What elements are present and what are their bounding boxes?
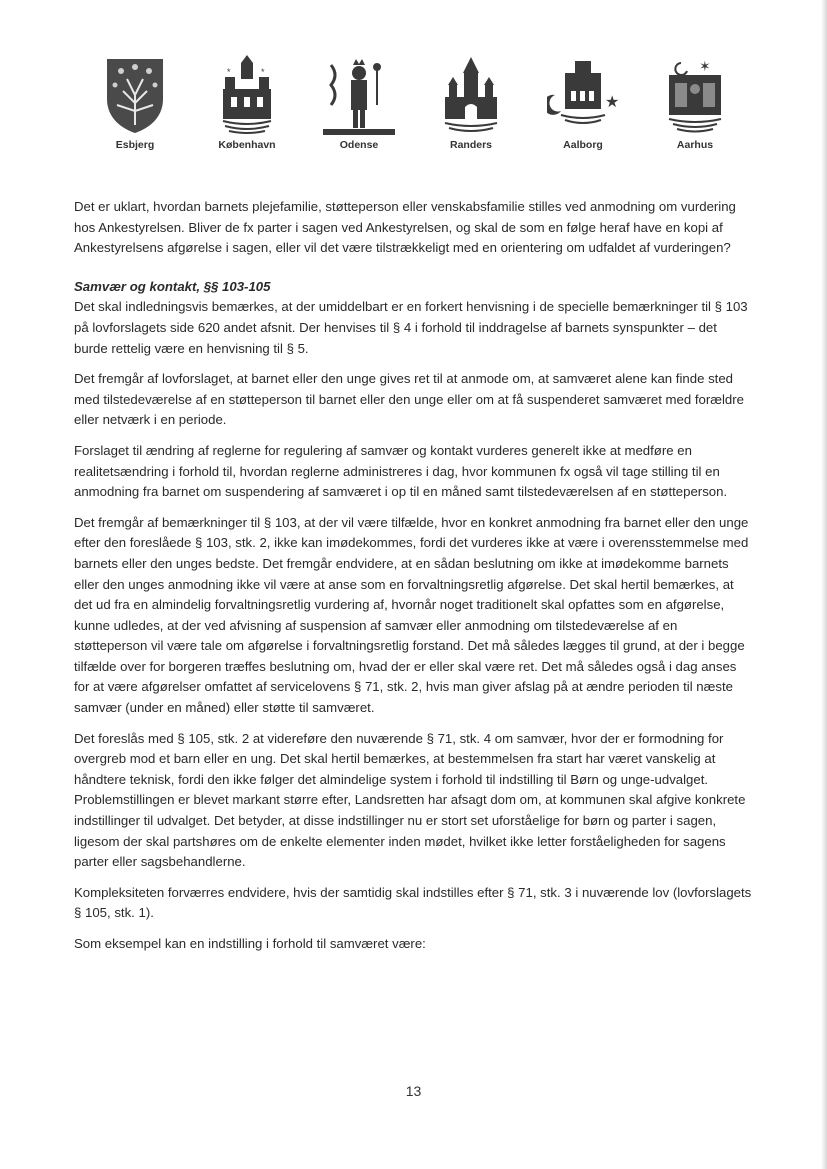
crest-label-esbjerg: Esbjerg — [115, 139, 155, 151]
paragraph-2: Det fremgår af lovforslaget, at barnet eller den unge gives ret til at anmode om, at samværet alene kan finde sted med tilstedeværelse af en støtteperson til barnet eller den unge eller om at få suspenderet samværet med forældre eller netværk i en periode. — [74, 371, 744, 428]
randers-crest-icon — [439, 55, 503, 135]
svg-text:*: * — [227, 67, 231, 77]
aarhus-crest-icon — [663, 55, 727, 135]
svg-text:✶: ✶ — [699, 58, 711, 74]
esbjerg-crest-icon — [103, 55, 167, 135]
paragraph-4: Det fremgår af bemærkninger til § 103, at der vil være tilfælde, hvor en konkret anmodning fra barnet eller den unge efter den foreslåede § 103, stk. 2, ikke kan imødekommes, fordi det vurderes ikke at være i overensstemmelse med barnets eller den unges bedste. Det fremgår endvidere, at en sådan beslutning om ikke at imødekomme barnets eller den unges anmodning ikke vil være at anse som en forvaltningsretlig afgørelse. Det skal hertil bemærkes, at det ud fra en almindelig forvaltningsretlig vurdering af, hvornår noget traditionelt skal opfattes som en afgørelse, kunne udledes, at der ved afvisning af suspension af samvær eller anmodning om tilstedeværelse af en støtteperson vil være tale om afgørelse i forvaltningsretlig forstand. Det må således lægges til grund, at der i begge tilfælde over for borgeren træffes beslutning om, hvad der er eller skal være ret. Det må således også i dag anses for at være afgørelser omfattet af servicelovens § 71, stk. 2, hvis man giver afslag på at ændre perioden til næste samvær (under en måned) eller støtte til samværet. — [74, 514, 749, 716]
page-number: 13 — [405, 1083, 422, 1099]
crest-aarhus — [640, 55, 750, 151]
odense-crest-icon — [323, 55, 395, 135]
paragraph-7: Som eksempel kan en indstilling i forhold til samværet være: — [74, 936, 426, 951]
crest-label-aalborg: Aalborg — [563, 139, 603, 151]
crest-label-randers: Randers — [449, 139, 492, 151]
crest-randers — [416, 55, 526, 151]
city-crests-header — [80, 55, 750, 165]
koebenhavn-crest-icon — [215, 55, 279, 135]
intro-paragraph: Det er uklart, hvordan barnets plejefamilie, støtteperson eller venskabsfamilie stilles ved anmodning om vurdering hos Ankestyrelsen. Bliver de fx parter i sagen ved Ankestyrelsen, og skal de som en følge heraf have en kopi af Ankestyrelsens afgørelse i sagen, eller vil det være tilstrækkeligt med en orientering om udfaldet af vurderingen? — [74, 199, 736, 256]
crest-odense — [304, 55, 414, 151]
svg-text:★: ★ — [605, 94, 619, 111]
crest-label-aarhus: Aarhus — [676, 139, 714, 151]
paragraph-1: Det skal indledningsvis bemærkes, at der umiddelbart er en forkert henvisning i de specielle bemærkninger til § 103 på lovforslagets side 620 andet afsnit. Der henvises til § 4 i forhold til inddragelse af barnets synspunkter – det burde rettelig være en henvisning til § 5. — [74, 299, 748, 356]
page-edge-shadow — [821, 0, 827, 1169]
paragraph-5: Det foreslås med § 105, stk. 2 at videreføre den nuværende § 71, stk. 4 om samvær, hvor der er formodning for overgreb mod et barn eller en ung. Det skal hertil bemærkes, at bestemmelsen fra start har været vanskelig at håndtere teknisk, fordi den ikke følger det almindelige system i forhold til indstilling til Børn og unge-udvalget. Problemstillingen er blevet markant større efter, Landsretten har afsagt dom om, at kommunen skal afgive konkrete indstillinger til udvalget. Det betyder, at disse indstillinger nu er stort set uforståelige for børn og parter i sagen, ligesom der skal partshøres om de enkelte elementer inden mødet, hvilket ikke letter forståeligheden for sagens parter eller sagsbehandlerne. — [74, 730, 746, 870]
svg-text:*: * — [261, 67, 265, 77]
crest-esbjerg — [80, 55, 190, 151]
crest-aalborg — [528, 55, 638, 151]
crest-label-odense: Odense — [339, 139, 379, 151]
paragraph-3: Forslaget til ændring af reglerne for regulering af samvær og kontakt vurderes generelt ikke at medføre en realitetsændring i forhold til, hvordan reglerne administreres i dag, hvor kommunen fx også vil tage stilling til en anmodning fra barnet om suspendering af samværet i op til en måned samt tilstedeværelsen af en støtteperson. — [74, 442, 728, 500]
section-heading: Samvær og kontakt, §§ 103-105 — [74, 278, 271, 294]
aalborg-crest-icon — [547, 55, 619, 135]
crest-koebenhavn — [192, 55, 302, 151]
crest-label-koebenhavn: København — [218, 139, 276, 151]
document-body — [74, 197, 754, 965]
paragraph-6: Kompleksiteten forværres endvidere, hvis der samtidig skal indstilles efter § 71, stk. 3 i nuværende lov (lovforslagets § 105, stk. 1). — [74, 884, 752, 921]
